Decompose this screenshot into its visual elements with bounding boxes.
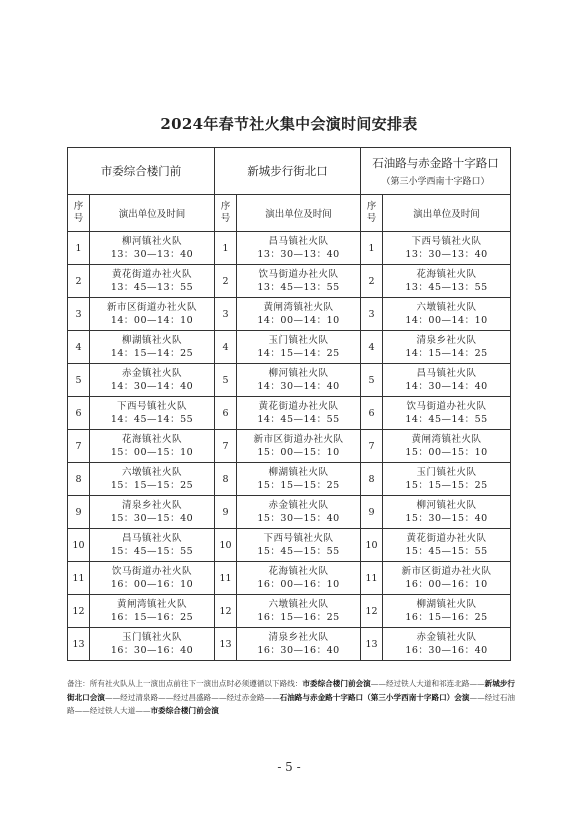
troupe-name: 饮马街道办社火队 bbox=[111, 566, 192, 577]
troupe-name: 饮马街道办社火队 bbox=[406, 401, 487, 412]
troupe-name: 黄花街道办社火队 bbox=[406, 533, 487, 544]
troupe-name: 柳河镇社火队 bbox=[416, 500, 477, 511]
performance-cell bbox=[90, 265, 215, 298]
performance-cell bbox=[237, 364, 361, 397]
troupe-name: 六墩镇社火队 bbox=[121, 467, 182, 478]
venue-header-3 bbox=[361, 148, 511, 195]
seq-number: 5 bbox=[361, 364, 383, 397]
time-slot: 14：30—14：40 bbox=[257, 381, 340, 392]
seq-number: 13 bbox=[215, 628, 237, 661]
time-slot: 15：45—15：55 bbox=[110, 546, 194, 557]
page-number: - 5 - bbox=[277, 760, 301, 774]
troupe-name: 黄闸湾镇社火队 bbox=[263, 302, 334, 313]
table-row bbox=[68, 364, 511, 397]
seq-number: 10 bbox=[215, 529, 237, 562]
troupe-name: 赤金镇社火队 bbox=[416, 632, 477, 643]
seq-number: 10 bbox=[361, 529, 383, 562]
time-slot: 15：45—15：55 bbox=[257, 546, 340, 557]
troupe-name: 柳河镇社火队 bbox=[121, 236, 182, 247]
table-row bbox=[68, 298, 511, 331]
time-slot: 16：15—16：25 bbox=[110, 612, 194, 623]
seq-number: 12 bbox=[215, 595, 237, 628]
seq-number: 4 bbox=[215, 331, 237, 364]
seq-number: 6 bbox=[215, 397, 237, 430]
troupe-name: 玉门镇社火队 bbox=[268, 335, 329, 346]
perf-header: 演出单位及时间 bbox=[383, 195, 511, 232]
performance-cell bbox=[383, 529, 511, 562]
performance-cell bbox=[237, 397, 361, 430]
seq-header: 序 号 bbox=[215, 195, 237, 232]
troupe-name: 新市区街道办社火队 bbox=[106, 302, 197, 313]
troupe-name: 黄闸湾镇社火队 bbox=[116, 599, 187, 610]
time-slot: 15：45—15：55 bbox=[405, 546, 488, 557]
time-slot: 14：30—14：40 bbox=[110, 381, 194, 392]
performance-cell bbox=[90, 430, 215, 463]
performance-cell bbox=[90, 529, 215, 562]
performance-cell bbox=[237, 628, 361, 661]
time-slot: 16：00—16：10 bbox=[257, 579, 340, 590]
seq-number: 1 bbox=[215, 232, 237, 265]
performance-cell bbox=[237, 430, 361, 463]
performance-cell bbox=[90, 562, 215, 595]
seq-number: 4 bbox=[68, 331, 90, 364]
route-venue: 新城步行街北口会演 bbox=[67, 679, 516, 702]
route-venue: 市委综合楼门前会演 bbox=[302, 679, 371, 688]
seq-number: 11 bbox=[68, 562, 90, 595]
troupe-name: 赤金镇社火队 bbox=[268, 500, 329, 511]
performance-cell bbox=[90, 463, 215, 496]
time-slot: 13：45—13：55 bbox=[110, 282, 194, 293]
performance-cell bbox=[90, 628, 215, 661]
table-row bbox=[68, 496, 511, 529]
time-slot: 13：30—13：40 bbox=[257, 249, 340, 260]
time-slot: 14：15—14：25 bbox=[110, 348, 194, 359]
performance-cell bbox=[237, 496, 361, 529]
seq-number: 9 bbox=[215, 496, 237, 529]
seq-number: 9 bbox=[361, 496, 383, 529]
venue-header-2 bbox=[215, 148, 361, 195]
performance-cell bbox=[237, 298, 361, 331]
seq-number: 12 bbox=[361, 595, 383, 628]
seq-number: 4 bbox=[361, 331, 383, 364]
troupe-name: 下西号镇社火队 bbox=[411, 236, 482, 247]
troupe-name: 花海镇社火队 bbox=[121, 434, 182, 445]
table-row bbox=[68, 331, 511, 364]
venue-name: 新城步行街北口 bbox=[247, 164, 328, 178]
troupe-name: 赤金镇社火队 bbox=[121, 368, 182, 379]
troupe-name: 黄花街道办社火队 bbox=[111, 269, 192, 280]
perf-header: 演出单位及时间 bbox=[237, 195, 361, 232]
seq-number: 3 bbox=[68, 298, 90, 331]
performance-cell bbox=[237, 562, 361, 595]
time-slot: 13：30—13：40 bbox=[405, 249, 488, 260]
time-slot: 16：15—16：25 bbox=[257, 612, 340, 623]
route-venue: 石油路与赤金路十字路口（第三小学西南十字路口）会演 bbox=[279, 692, 470, 702]
seq-number: 1 bbox=[361, 232, 383, 265]
time-slot: 16：00—16：10 bbox=[110, 579, 194, 590]
seq-number: 8 bbox=[215, 463, 237, 496]
performance-cell bbox=[237, 529, 361, 562]
venue-header-1 bbox=[68, 148, 215, 195]
route-venue: 市委综合楼门前会演 bbox=[150, 706, 219, 715]
performance-cell bbox=[383, 430, 511, 463]
troupe-name: 花海镇社火队 bbox=[416, 269, 477, 280]
performance-cell bbox=[383, 628, 511, 661]
performance-cell bbox=[90, 331, 215, 364]
troupe-name: 柳湖镇社火队 bbox=[121, 335, 182, 346]
seq-number: 3 bbox=[215, 298, 237, 331]
seq-number: 2 bbox=[68, 265, 90, 298]
troupe-name: 清泉乡社火队 bbox=[268, 632, 329, 643]
troupe-name: 昌马镇社火队 bbox=[121, 533, 182, 544]
time-slot: 16：15—16：25 bbox=[405, 612, 488, 623]
performance-cell bbox=[90, 232, 215, 265]
time-slot: 15：15—15：25 bbox=[405, 480, 488, 491]
route-text: ——经过铁人大道和祁连北路—— bbox=[370, 679, 485, 688]
troupe-name: 清泉乡社火队 bbox=[121, 500, 182, 511]
time-slot: 14：15—14：25 bbox=[257, 348, 340, 359]
performance-cell bbox=[383, 595, 511, 628]
seq-number: 10 bbox=[68, 529, 90, 562]
performance-cell bbox=[90, 595, 215, 628]
seq-number: 12 bbox=[68, 595, 90, 628]
troupe-name: 柳湖镇社火队 bbox=[268, 467, 329, 478]
seq-number: 7 bbox=[361, 430, 383, 463]
table-row bbox=[68, 397, 511, 430]
seq-number: 7 bbox=[68, 430, 90, 463]
seq-number: 8 bbox=[361, 463, 383, 496]
time-slot: 14：00—14：10 bbox=[257, 315, 340, 326]
performance-cell bbox=[383, 463, 511, 496]
seq-number: 13 bbox=[68, 628, 90, 661]
troupe-name: 柳河镇社火队 bbox=[268, 368, 329, 379]
table-row bbox=[68, 232, 511, 265]
seq-number: 13 bbox=[361, 628, 383, 661]
seq-number: 6 bbox=[361, 397, 383, 430]
time-slot: 15：00—15：10 bbox=[405, 447, 488, 458]
time-slot: 16：30—16：40 bbox=[110, 645, 194, 656]
seq-number: 5 bbox=[215, 364, 237, 397]
performance-cell bbox=[237, 232, 361, 265]
time-slot: 15：30—15：40 bbox=[257, 513, 340, 524]
troupe-name: 黄闸湾镇社火队 bbox=[411, 434, 482, 445]
performance-cell bbox=[90, 496, 215, 529]
troupe-name: 昌马镇社火队 bbox=[268, 236, 329, 247]
seq-number: 5 bbox=[68, 364, 90, 397]
troupe-name: 六墩镇社火队 bbox=[416, 302, 477, 313]
time-slot: 14：30—14：40 bbox=[405, 381, 488, 392]
troupe-name: 新市区街道办社火队 bbox=[401, 566, 492, 577]
performance-cell bbox=[383, 232, 511, 265]
seq-number: 2 bbox=[361, 265, 383, 298]
seq-number: 1 bbox=[68, 232, 90, 265]
time-slot: 14：45—14：55 bbox=[257, 414, 340, 425]
table-row bbox=[68, 430, 511, 463]
troupe-name: 六墩镇社火队 bbox=[268, 599, 329, 610]
time-slot: 13：45—13：55 bbox=[405, 282, 488, 293]
time-slot: 15：00—15：10 bbox=[257, 447, 340, 458]
seq-number: 11 bbox=[361, 562, 383, 595]
time-slot: 14：45—14：55 bbox=[110, 414, 194, 425]
troupe-name: 花海镇社火队 bbox=[268, 566, 329, 577]
troupe-name: 饮马街道办社火队 bbox=[258, 269, 339, 280]
seq-number: 7 bbox=[215, 430, 237, 463]
time-slot: 15：00—15：10 bbox=[110, 447, 194, 458]
troupe-name: 柳湖镇社火队 bbox=[416, 599, 477, 610]
table-row bbox=[68, 463, 511, 496]
seq-number: 6 bbox=[68, 397, 90, 430]
time-slot: 16：30—16：40 bbox=[257, 645, 340, 656]
time-slot: 15：30—15：40 bbox=[110, 513, 194, 524]
route-text: 备注：所有社火队从上一演出点前往下一演出点时必须遵循以下路线： bbox=[67, 679, 303, 688]
time-slot: 15：15—15：25 bbox=[110, 480, 194, 491]
time-slot: 14：00—14：10 bbox=[110, 315, 194, 326]
troupe-name: 玉门镇社火队 bbox=[121, 632, 182, 643]
troupe-name: 下西号镇社火队 bbox=[263, 533, 334, 544]
performance-cell bbox=[90, 364, 215, 397]
route-text: ——经过石油路——经过铁人大道—— bbox=[67, 692, 516, 715]
troupe-name: 下西号镇社火队 bbox=[116, 401, 187, 412]
time-slot: 13：30—13：40 bbox=[110, 249, 194, 260]
route-text: ——经过清泉路——经过昌盛路——经过赤金路—— bbox=[104, 692, 280, 702]
performance-cell bbox=[90, 298, 215, 331]
table-row bbox=[68, 628, 511, 661]
time-slot: 15：30—15：40 bbox=[405, 513, 488, 524]
performance-cell bbox=[383, 265, 511, 298]
time-slot: 14：15—14：25 bbox=[405, 348, 488, 359]
table-row bbox=[68, 562, 511, 595]
performance-cell bbox=[90, 397, 215, 430]
table-row bbox=[68, 265, 511, 298]
venue-name: 石油路与赤金路十字路口 bbox=[372, 156, 499, 170]
time-slot: 14：00—14：10 bbox=[405, 315, 488, 326]
performance-cell bbox=[383, 496, 511, 529]
performance-cell bbox=[237, 265, 361, 298]
performance-cell bbox=[383, 562, 511, 595]
performance-cell bbox=[237, 595, 361, 628]
troupe-name: 黄花街道办社火队 bbox=[258, 401, 339, 412]
performance-cell bbox=[383, 331, 511, 364]
time-slot: 14：45—14：55 bbox=[405, 414, 488, 425]
troupe-name: 新市区街道办社火队 bbox=[253, 434, 344, 445]
performance-cell bbox=[383, 364, 511, 397]
troupe-name: 清泉乡社火队 bbox=[416, 335, 477, 346]
venue-subtitle: （第三小学西南十字路口） bbox=[381, 177, 490, 187]
seq-header: 序 号 bbox=[361, 195, 383, 232]
seq-number: 8 bbox=[68, 463, 90, 496]
seq-header: 序 号 bbox=[68, 195, 90, 232]
table-row bbox=[68, 529, 511, 562]
schedule-table bbox=[67, 147, 511, 661]
time-slot: 16：30—16：40 bbox=[405, 645, 488, 656]
time-slot: 15：15—15：25 bbox=[257, 480, 340, 491]
perf-header: 演出单位及时间 bbox=[90, 195, 215, 232]
page-title: 2024年春节社火集中会演时间安排表 bbox=[160, 115, 418, 133]
seq-number: 9 bbox=[68, 496, 90, 529]
route-note bbox=[67, 677, 517, 718]
seq-number: 2 bbox=[215, 265, 237, 298]
troupe-name: 玉门镇社火队 bbox=[416, 467, 477, 478]
troupe-name: 昌马镇社火队 bbox=[416, 368, 477, 379]
time-slot: 16：00—16：10 bbox=[405, 579, 488, 590]
table-row bbox=[68, 595, 511, 628]
performance-cell bbox=[383, 298, 511, 331]
performance-cell bbox=[237, 463, 361, 496]
time-slot: 13：45—13：55 bbox=[257, 282, 340, 293]
seq-number: 3 bbox=[361, 298, 383, 331]
venue-name: 市委综合楼门前 bbox=[100, 164, 182, 178]
seq-number: 11 bbox=[215, 562, 237, 595]
performance-cell bbox=[237, 331, 361, 364]
performance-cell bbox=[383, 397, 511, 430]
